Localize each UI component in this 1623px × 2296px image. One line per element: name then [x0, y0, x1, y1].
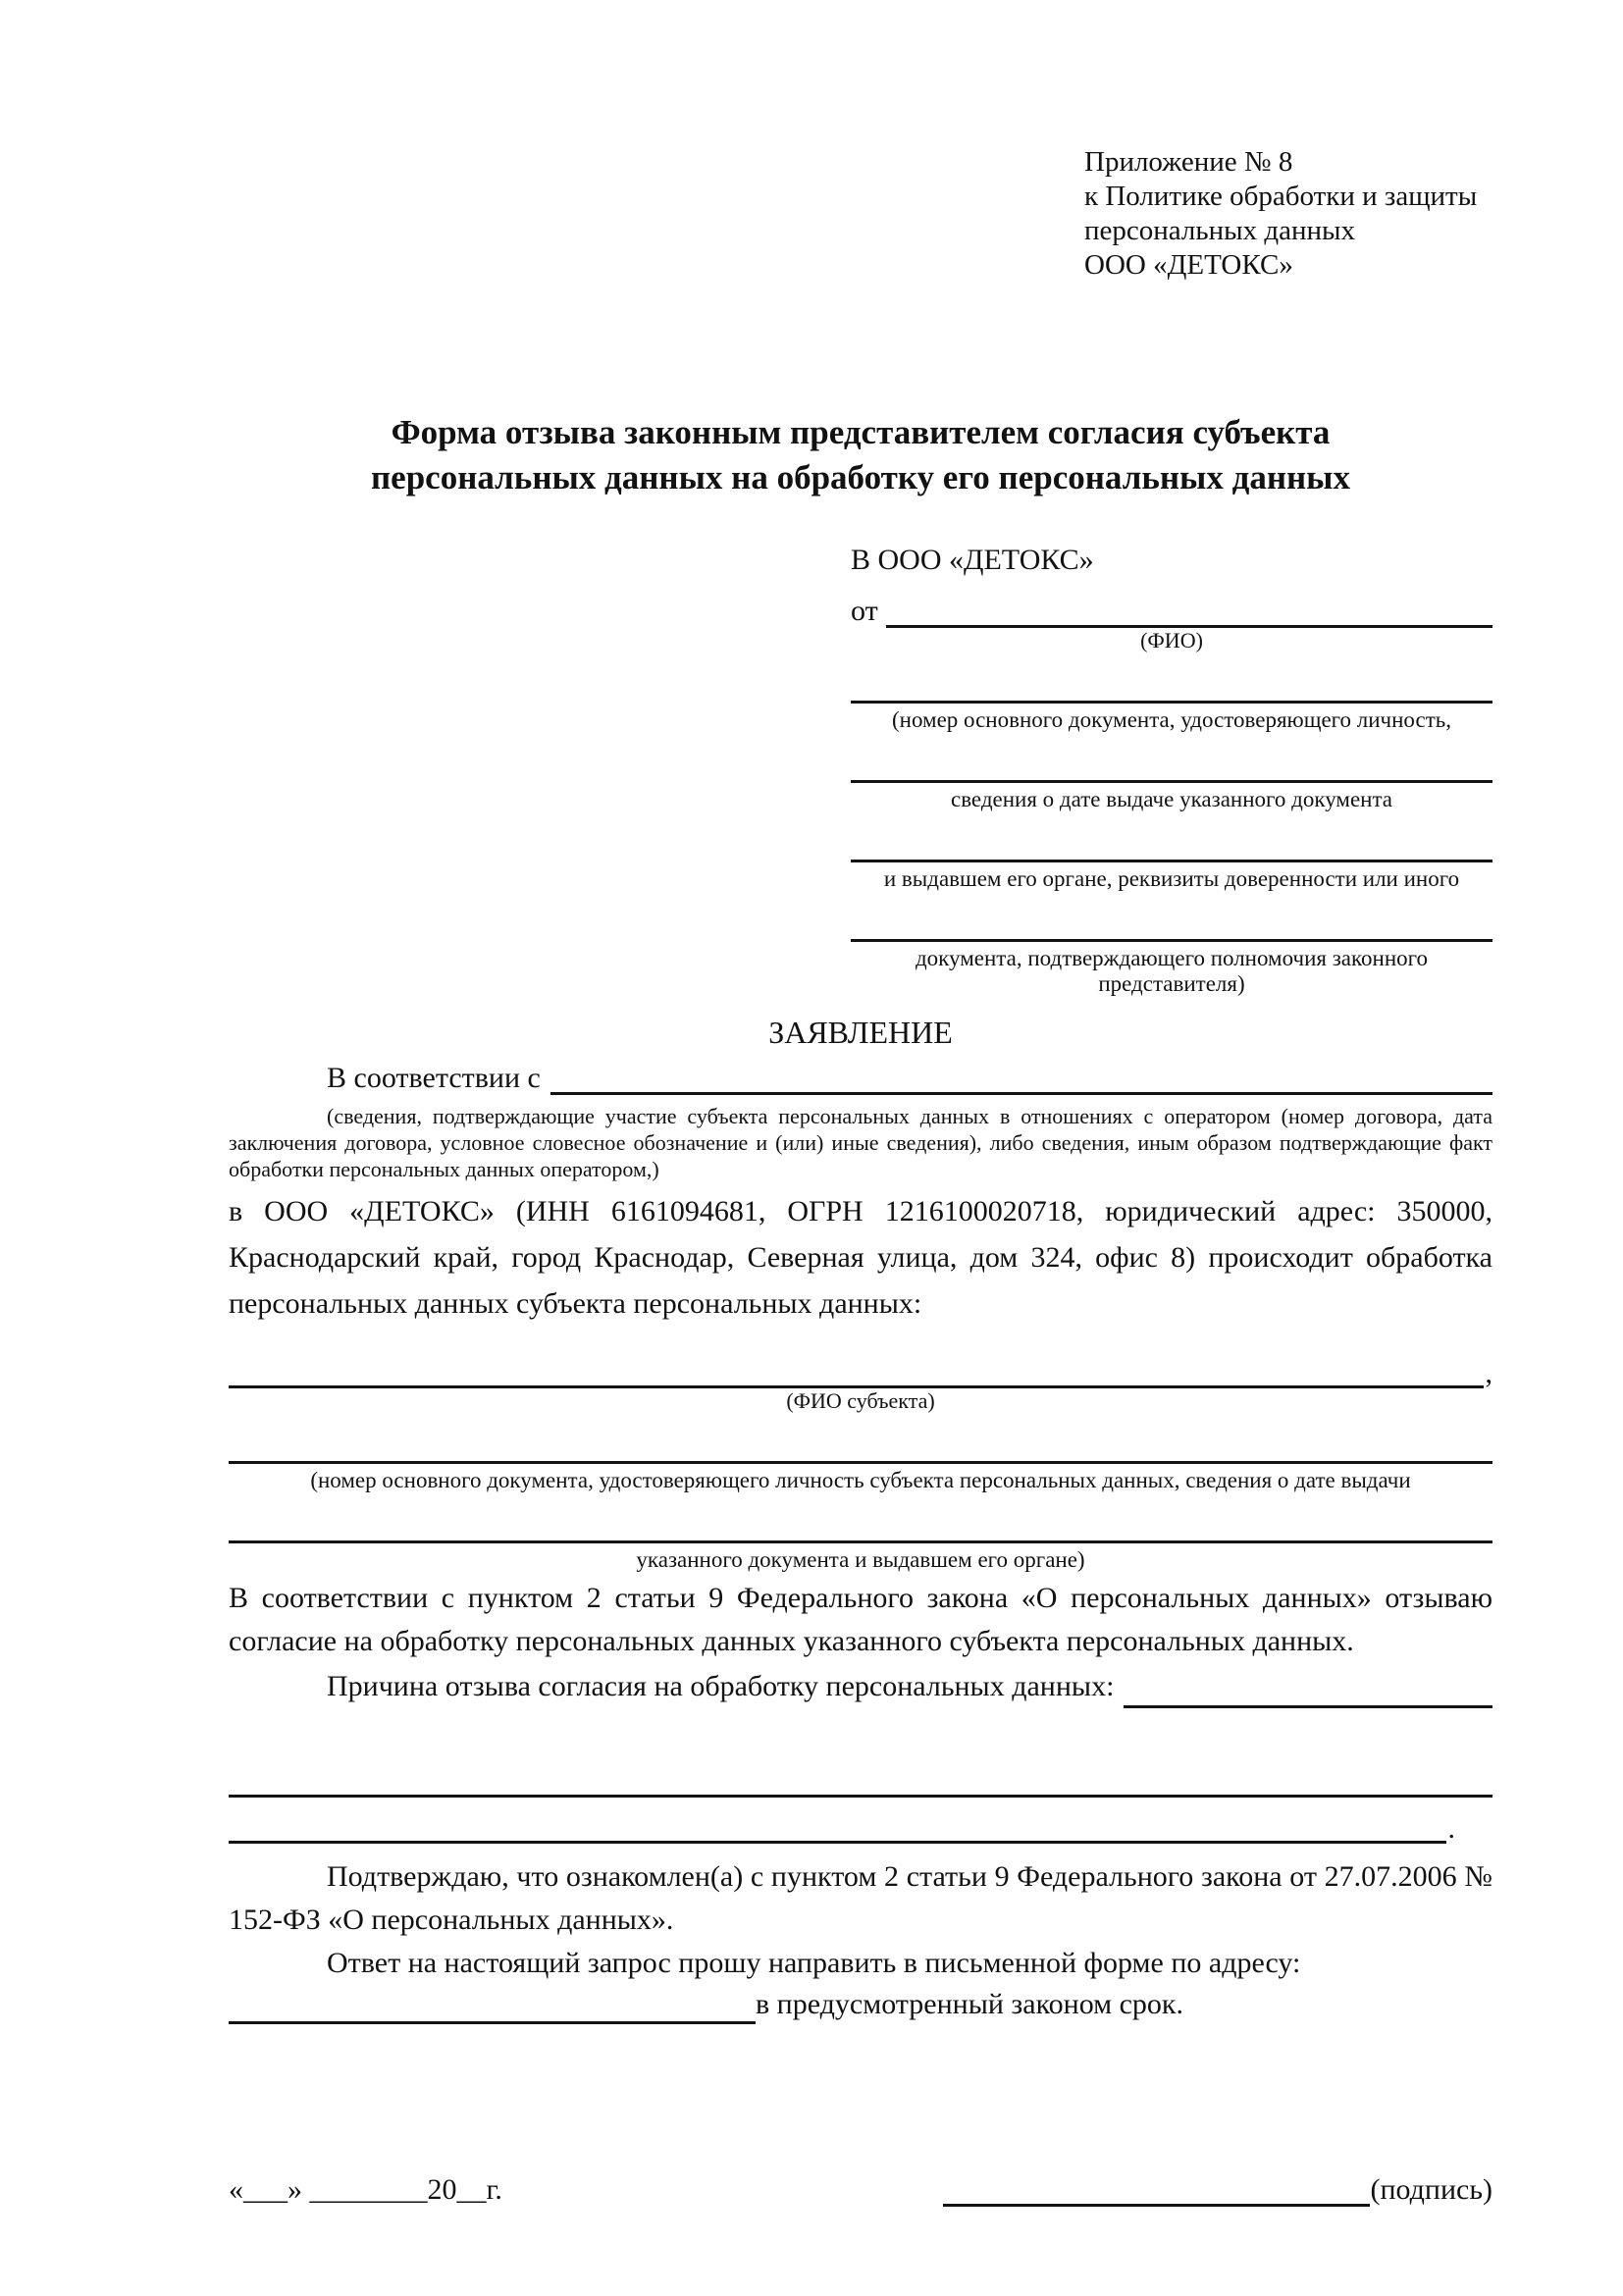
addressee-block — [851, 540, 1492, 997]
reason-row — [229, 1665, 1492, 1708]
subject-doc-group — [229, 1513, 1492, 1573]
blank-line-representative-doc — [851, 832, 1492, 862]
blank-line-representative-fio — [886, 596, 1492, 628]
addressee-organization: В ООО «ДЕТОКС» — [851, 544, 1094, 576]
reason-label: Причина отзыва согласия на обработку персональных данных: — [327, 1670, 1115, 1702]
document-title — [229, 410, 1492, 500]
document-title-line: персональных данных на обработку его персональных данных — [371, 458, 1350, 496]
intro-caption: (сведения, подтверждающие участие субъекта персональных данных в отношениях с оператором (номер договора, дата заключения договора, условное словесное обозначение и (или) иные сведения), либо сведения, иным образом подтверждающие факт обработки персональных данных оператором,) — [229, 1104, 1492, 1181]
subject-line-suffix: , — [1485, 1357, 1492, 1389]
subject-fio-row — [229, 1356, 1492, 1388]
reason-line-suffix: . — [1447, 1812, 1455, 1845]
withdrawal-paragraph: В соответствии с пунктом 2 статьи 9 Федерального закона «О персональных данных» отзываю согласие на обработку персональных данных указанного субъекта персональных данных. — [229, 1582, 1492, 1657]
blank-line-subject-doc — [229, 1434, 1492, 1464]
document-title-line: Форма отзыва законным представителем согласия субъекта — [391, 413, 1331, 451]
doc-caption: документа, подтверждающего полномочия законного представителя) — [915, 946, 1428, 996]
reason-end-row — [229, 1811, 1455, 1844]
appendix-line: ООО «ДЕТОКС» — [1084, 249, 1293, 281]
appendix-line: персональных данных — [1084, 215, 1356, 246]
blank-line-subject-doc — [229, 1513, 1492, 1543]
blank-line-signature — [943, 2174, 1370, 2207]
fio-caption: (ФИО) — [1140, 628, 1203, 652]
statement-heading: ЗАЯВЛЕНИЕ — [768, 1015, 953, 1050]
blank-line-basis — [550, 1063, 1492, 1095]
representative-doc-group — [851, 832, 1492, 892]
date-placeholder: «___» ________20__г. — [229, 2173, 502, 2206]
subject-doc-group — [229, 1434, 1492, 1493]
doc-caption: сведения о дате выдаче указанного документа — [950, 787, 1393, 811]
intro-row — [229, 1062, 1492, 1095]
blank-line-representative-doc — [851, 673, 1492, 704]
representative-doc-group — [851, 753, 1492, 812]
subject-doc-caption: (номер основного документа, удостоверяющего личность субъекта персональных данных, сведения о дате выдачи — [310, 1468, 1411, 1492]
signature-group — [943, 2173, 1492, 2207]
confirmation-paragraph: Подтверждаю, что ознакомлен(а) с пунктом 2 статьи 9 Федерального закона от 27.07.2006 № 152-ФЗ «О персональных данных». — [229, 1860, 1492, 1936]
blank-line-reason-end — [229, 1811, 1446, 1844]
document-content — [229, 145, 1492, 2207]
appendix-line: к Политике обработки и защиты — [1084, 181, 1478, 212]
appendix-line: Приложение № 8 — [1084, 146, 1293, 178]
representative-doc-group — [851, 673, 1492, 733]
appendix-block — [1084, 145, 1492, 283]
addressee-from-row — [851, 595, 1492, 628]
doc-caption: и выдавшем его органе, реквизиты доверенности или иного — [883, 866, 1460, 891]
signature-caption: (подпись) — [1370, 2173, 1492, 2206]
blank-line-reply-address — [229, 1992, 756, 2024]
subject-fio-caption: (ФИО субъекта) — [786, 1388, 935, 1413]
footer-row — [229, 2173, 1492, 2207]
reply-address-row — [229, 1985, 1492, 2024]
operator-paragraph: в ООО «ДЕТОКС» (ИНН 6161094681, ОГРН 1216100020718, юридический адрес: 350000, Краснодарский край, город Краснодар, Северная улица, дом 324, офис 8) происходит обработка персональных данных субъекта персональных данных: — [229, 1195, 1492, 1320]
blank-line-representative-doc — [851, 912, 1492, 942]
from-label: от — [851, 595, 878, 627]
reply-suffix: в предусмотренный законом срок. — [756, 1988, 1183, 2020]
blank-line-reason-continued — [229, 1765, 1492, 1798]
blank-line-reason — [1124, 1672, 1492, 1708]
blank-line-representative-doc — [851, 753, 1492, 783]
doc-caption: (номер основного документа, удостоверяющего личность, — [891, 707, 1451, 732]
blank-line-subject-fio — [229, 1356, 1484, 1388]
reply-paragraph: Ответ на настоящий запрос прошу направить в письменной форме по адресу: — [327, 1947, 1301, 1979]
subject-doc-caption: указанного документа и выдавшем его органе) — [636, 1547, 1085, 1572]
intro-label: В соответствии с — [327, 1062, 541, 1094]
representative-doc-group — [851, 912, 1492, 997]
